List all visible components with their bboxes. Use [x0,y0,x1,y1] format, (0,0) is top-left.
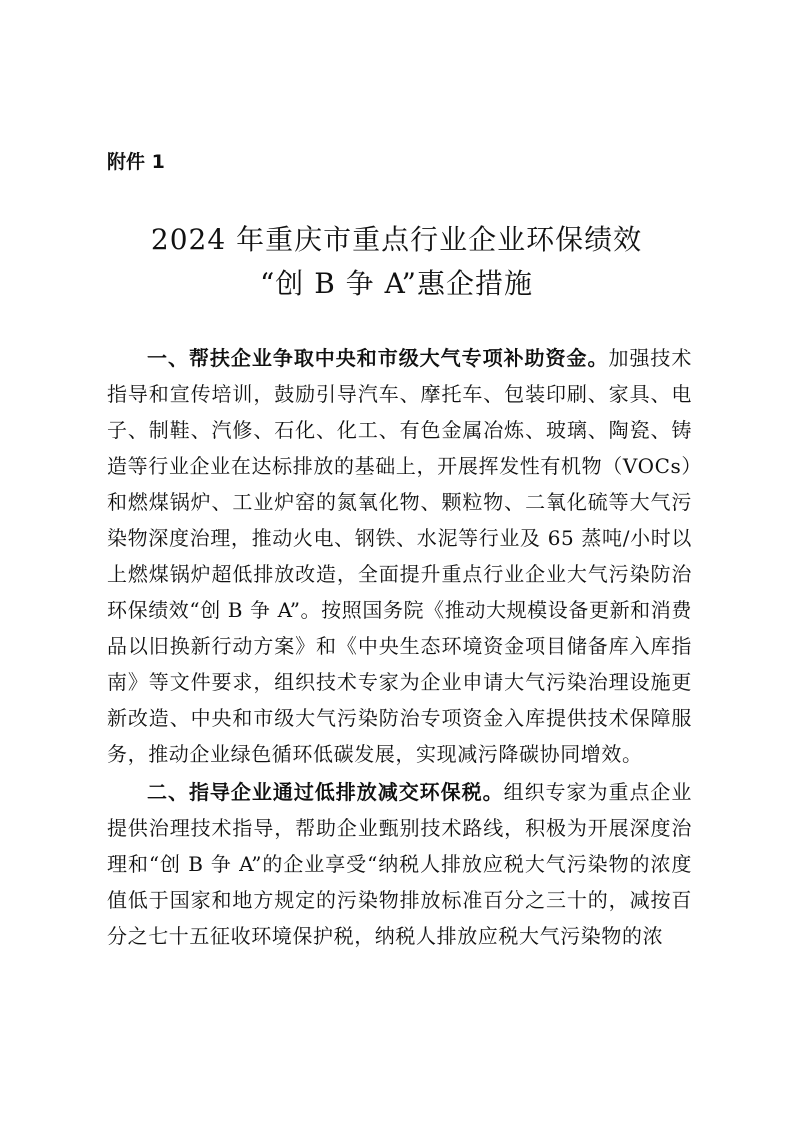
section-heading-1: 一、帮扶企业争取中央和市级大气专项补助资金。 [147,346,609,370]
section-paragraph-1 [107,340,692,772]
document-title [0,218,793,306]
attachment-label: 附件 1 [107,151,165,173]
document-body [107,340,692,954]
section-heading-2: 二、指导企业通过低排放减交环保税。 [147,780,504,804]
section-body-2: 组织专家为重点企业提供治理技术指导，帮助企业甄别技术路线，积极为开展深度治理和“创 B 争 A”的企业享受“纳税人排放应税大气污染物的浓度值低于国家和地方规定的污染物排放标准百分之三十的，减按百分之七十五征收环境保护税，纳税人排放应税大气污染物的浓 [107,780,692,948]
section-body-1: 加强技术指导和宣传培训，鼓励引导汽车、摩托车、包装印刷、家具、电子、制鞋、汽修、石化、化工、有色金属冶炼、玻璃、陶瓷、铸造等行业企业在达标排放的基础上，开展挥发性有机物（VOCs）和燃煤锅炉、工业炉窑的氮氧化物、颗粒物、二氧化硫等大气污染物深度治理，推动火电、钢铁、水泥等行业及 65 蒸吨/小时以上燃煤锅炉超低排放改造，全面提升重点行业企业大气污染防治环保绩效“创 B 争 A”。按照国务院《推动大规模设备更新和消费品以旧换新行动方案》和《中央生态环境资金项目储备库入库指南》等文件要求，组织技术专家为企业申请大气污染治理设施更新改造、中央和市级大气污染防治专项资金入库提供技术保障服务，推动企业绿色循环低碳发展，实现减污降碳协同增效。 [107,346,692,766]
section-paragraph-2 [107,774,692,954]
title-line-2: “创 B 争 A”惠企措施 [259,267,533,300]
title-line-1: 2024 年重庆市重点行业企业环保绩效 [150,223,643,256]
